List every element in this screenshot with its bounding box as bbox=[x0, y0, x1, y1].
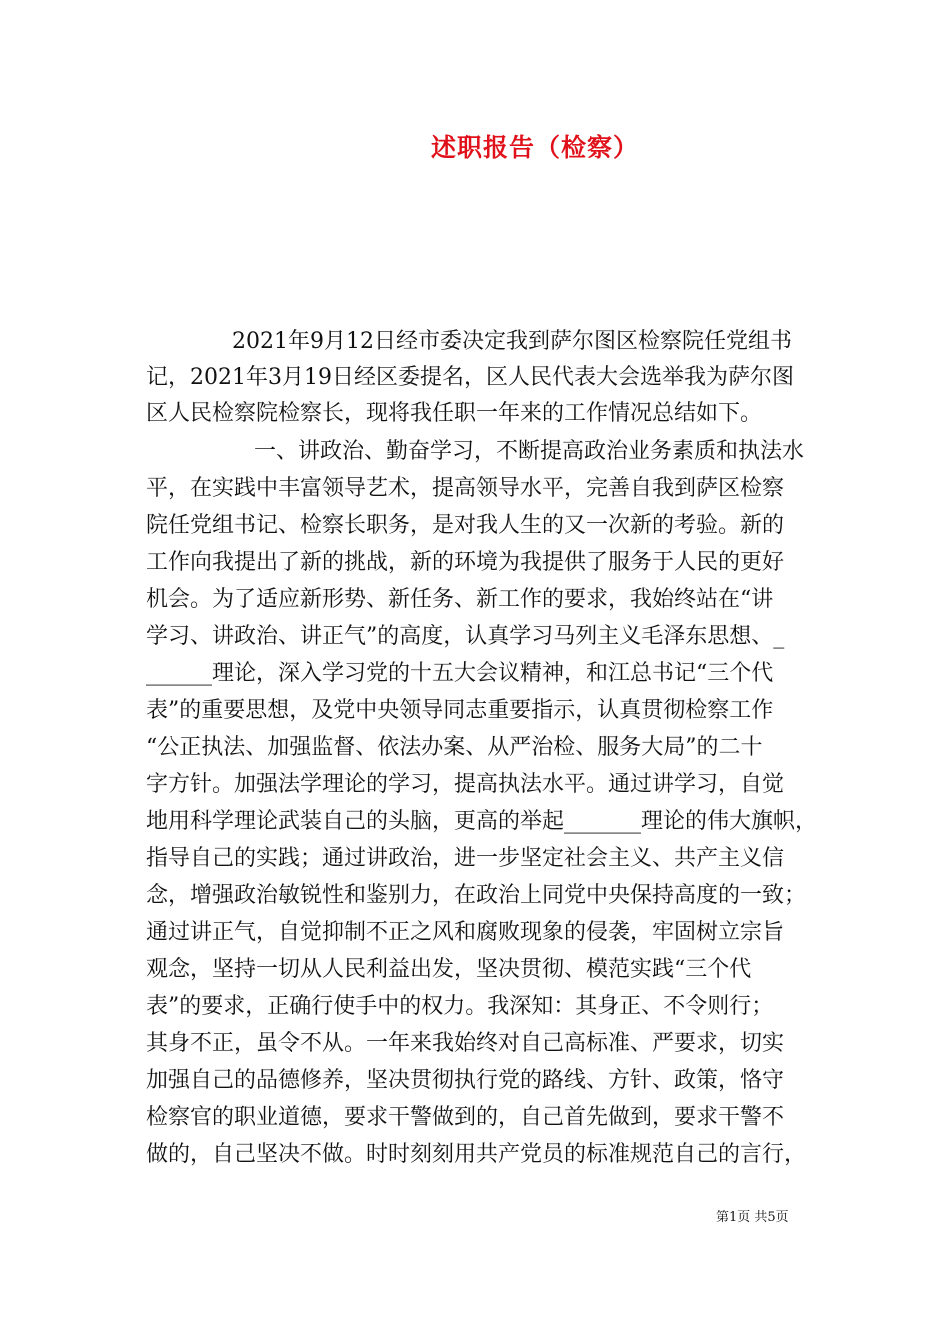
page-number: 第1页 共5页 bbox=[716, 1210, 789, 1225]
body-line: 学习、讲政治、讲正气”的高度，认真学习马列主义毛泽东思想、_ bbox=[146, 624, 785, 649]
body-line: 检察官的职业道德，要求干警做到的，自己首先做到，要求干警不 bbox=[146, 1105, 785, 1130]
body-line: 平，在实践中丰富领导艺术，提高领导水平，完善自我到萨区检察 bbox=[146, 476, 785, 501]
body-line: 通过讲正气，自觉抑制不正之风和腐败现象的侵袭，牢固树立宗旨 bbox=[146, 920, 785, 945]
body-line: 地用科学理论武装自己的头脑，更高的举起_______理论的伟大旗帜， bbox=[146, 809, 818, 834]
body-line: 观念，坚持一切从人民利益出发，坚决贯彻、模范实践“三个代 bbox=[146, 957, 752, 982]
body-line: 院任党组书记、检察长职务，是对我人生的又一次新的考验。新的 bbox=[146, 513, 785, 538]
body-line: 指导自己的实践；通过讲政治，进一步坚定社会主义、共产主义信 bbox=[146, 846, 785, 871]
body-line: 表”的重要思想，及党中央领导同志重要指示，认真贯彻检察工作 bbox=[146, 698, 774, 723]
document-title: 述职报告（检察） bbox=[430, 133, 639, 162]
body-line: 表”的要求，正确行使手中的权力。我深知：其身正、不令则行； bbox=[146, 994, 774, 1019]
body-line: 加强自己的品德修养，坚决贯彻执行党的路线、方针、政策，恪守 bbox=[146, 1068, 785, 1093]
body-line: 机会。为了适应新形势、新任务、新工作的要求，我始终站在“讲 bbox=[146, 587, 774, 612]
body-line: ______理论，深入学习党的十五大会议精神，和江总书记“三个代 bbox=[146, 661, 774, 686]
body-line: 念，增强政治敏锐性和鉴别力，在政治上同党中央保持高度的一致； bbox=[146, 883, 807, 908]
body-line: 区人民检察院检察长，现将我任职一年来的工作情况总结如下。 bbox=[146, 401, 763, 426]
body-line: 做的，自己坚决不做。时时刻刻用共产党员的标准规范自己的言行， bbox=[146, 1142, 807, 1167]
body-line: “公正执法、加强监督、依法办案、从严治检、服务大局”的二十 bbox=[146, 735, 763, 760]
body-line: 其身不正，虽令不从。一年来我始终对自己高标准、严要求，切实 bbox=[146, 1031, 785, 1056]
body-line: 字方针。加强法学理论的学习，提高执法水平。通过讲学习，自觉 bbox=[146, 772, 785, 797]
body-line: 工作向我提出了新的挑战，新的环境为我提供了服务于人民的更好 bbox=[146, 550, 785, 575]
body-line: 2021年9月12日经市委决定我到萨尔图区检察院任党组书 bbox=[232, 329, 792, 354]
body-line: 一、讲政治、勤奋学习，不断提高政治业务素质和执法水 bbox=[254, 439, 805, 464]
body-line: 记，2021年3月19日经区委提名，区人民代表大会选举我为萨尔图 bbox=[146, 365, 794, 390]
